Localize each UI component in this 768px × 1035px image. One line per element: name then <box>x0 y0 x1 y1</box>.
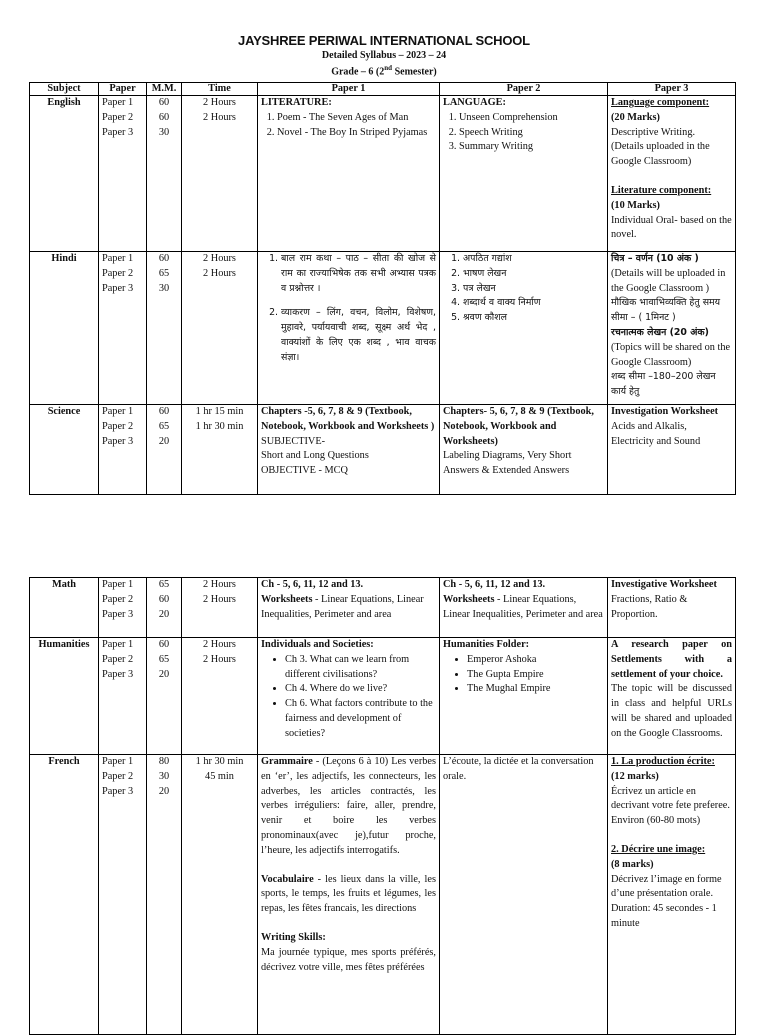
row-math <box>30 578 736 638</box>
syllabus-title: Detailed Syllabus – 2023 – 24 <box>321 50 447 61</box>
hindi-paper1: 1. बाल राम कथा – पाठ – सीता की खोज से राम का राज्याभिषेक तक सभी अभ्यास पत्रक व प्रश्नोत्तर । 2. व्याकरण – लिंग, वचन, विलोम, विशेषण, मुहावरे, पर्यायवाची शब्द, सूक्ष्म अर्थ भेद , वाक्यांशों के लिए एक शब्द , भाव वाचक संज्ञा। <box>258 252 440 405</box>
col-mm: M.M. <box>147 83 182 96</box>
english-paper1: LITERATURE: 1. Poem - The Seven Ages of Man 2. Novel - The Boy In Striped Pyjamas <box>258 96 440 252</box>
header-row <box>30 83 736 96</box>
science-paper2: Chapters- 5, 6, 7, 8 & 9 (Textbook, Notebook, Workbook and Worksheets) Labeling Diagrams, Very Short Answers & Extended Answers <box>440 405 608 495</box>
subject-hindi: Hindi <box>30 252 99 405</box>
french-paper1: Grammaire - (Leçons 6 à 10) Les verbes en ‘er’, les adjectifs, les connecteurs, les adverbes, les articles contractés, les verbes irréguliers: faire, aller, prendre, venir et boire les verbes pronominaux(avec je),futur proche, l’heure, les adjectifs interrogatifs. Vocabulaire - les lieux dans la ville, les sports, le temps, les fruits et légumes, les repas, les fêtes francais, les directions Writing Skills: Ma journée typique, mes sports préférés, décrivez votre ville, mes fêtes préférées <box>258 755 440 1035</box>
marks-science: 60 65 20 <box>147 405 182 495</box>
marks-humanities: 60 65 20 <box>147 638 182 755</box>
subject-humanities: Humanities <box>30 638 99 755</box>
row-humanities <box>30 638 736 755</box>
time-math: 2 Hours 2 Hours <box>182 578 258 638</box>
hindi-paper2: 1. अपठित गद्यांश 2. भाषण लेखन 3. पत्र लेखन 4. शब्दार्थ व वाक्य निर्माण 5. श्रवण कौशल <box>440 252 608 405</box>
school-name: JAYSHREE PERIWAL INTERNATIONAL SCHOOL <box>238 33 530 48</box>
papers-hindi: Paper 1 Paper 2 Paper 3 <box>99 252 147 405</box>
col-subject: Subject <box>30 83 99 96</box>
papers-english: Paper 1 Paper 2 Paper 3 <box>99 96 147 252</box>
col-paper3: Paper 3 <box>608 83 736 96</box>
papers-science: Paper 1 Paper 2 Paper 3 <box>99 405 147 495</box>
humanities-paper3: A research paper on Settlements with a settlement of your choice. The topic will be discussed in class and helpful URLs will be shared and uploaded on the Google Classrooms. <box>608 638 736 755</box>
syllabus-table-1 <box>29 82 736 495</box>
syllabus-table-2 <box>29 577 736 1035</box>
marks-math: 65 60 20 <box>147 578 182 638</box>
time-french: 1 hr 30 min 45 min <box>182 755 258 1035</box>
subject-french: French <box>30 755 99 1035</box>
science-paper3: Investigation Worksheet Acids and Alkalis, Electricity and Sound <box>608 405 736 495</box>
time-science: 1 hr 15 min 1 hr 30 min <box>182 405 258 495</box>
row-science <box>30 405 736 495</box>
subject-math: Math <box>30 578 99 638</box>
time-english: 2 Hours 2 Hours <box>182 96 258 252</box>
row-hindi <box>30 252 736 405</box>
marks-english: 60 60 30 <box>147 96 182 252</box>
french-paper2: L’écoute, la dictée et la conversation orale. <box>440 755 608 1035</box>
grade-title: Grade – 6 (2nd Semester) <box>331 64 437 78</box>
english-paper2: LANGUAGE: 1. Unseen Comprehension 2. Speech Writing 3. Summary Writing <box>440 96 608 252</box>
subject-science: Science <box>30 405 99 495</box>
marks-hindi: 60 65 30 <box>147 252 182 405</box>
hindi-paper3: चित्र – वर्णन (10 अंक ) (Details will be uploaded in the Google Classroom ) मौखिक भावाभिव्यक्ति हेतु समय सीमा – ( 1मिनट ) रचनात्मक लेखन (20 अंक) (Topics will be shared on the Google Classroom) शब्द सीमा –180–200 लेखन कार्य हेतु <box>608 252 736 405</box>
humanities-paper2: Humanities Folder: • Emperor Ashoka • The Gupta Empire • The Mughal Empire <box>440 638 608 755</box>
marks-french: 80 30 20 <box>147 755 182 1035</box>
subject-english: English <box>30 96 99 252</box>
time-humanities: 2 Hours 2 Hours <box>182 638 258 755</box>
papers-math: Paper 1 Paper 2 Paper 3 <box>99 578 147 638</box>
science-paper1: Chapters -5, 6, 7, 8 & 9 (Textbook, Notebook, Workbook and Worksheets ) SUBJECTIVE- Short and Long Questions OBJECTIVE - MCQ <box>258 405 440 495</box>
col-paper1: Paper 1 <box>258 83 440 96</box>
row-french <box>30 755 736 1035</box>
col-paper2: Paper 2 <box>440 83 608 96</box>
math-paper2: Ch - 5, 6, 11, 12 and 13. Worksheets - Linear Equations, Linear Inequalities, Perimeter and area <box>440 578 608 638</box>
english-paper3: Language component: (20 Marks) Descriptive Writing. (Details uploaded in the Google Classroom) Literature component: (10 Marks) Individual Oral- based on the novel. <box>608 96 736 252</box>
row-english <box>30 96 736 252</box>
time-hindi: 2 Hours 2 Hours <box>182 252 258 405</box>
math-paper3: Investigative Worksheet Fractions, Ratio & Proportion. <box>608 578 736 638</box>
col-time: Time <box>182 83 258 96</box>
papers-french: Paper 1 Paper 2 Paper 3 <box>99 755 147 1035</box>
humanities-paper1: Individuals and Societies: • Ch 3. What can we learn from different civilisations? • Ch 4. Where do we live? • Ch 6. What factors contribute to the fairness and development of societies? <box>258 638 440 755</box>
math-paper1: Ch - 5, 6, 11, 12 and 13. Worksheets - Linear Equations, Linear Inequalities, Perimeter and area <box>258 578 440 638</box>
col-paper: Paper <box>99 83 147 96</box>
papers-humanities: Paper 1 Paper 2 Paper 3 <box>99 638 147 755</box>
french-paper3: 1. La production écrite: (12 marks) Écrivez un article en decrivant votre fete preferee. Environ (60-80 mots) 2. Décrire une image: (8 marks) Décrivez l’image en forme d’une présentation orale. Duration: 45 secondes - 1 minute <box>608 755 736 1035</box>
